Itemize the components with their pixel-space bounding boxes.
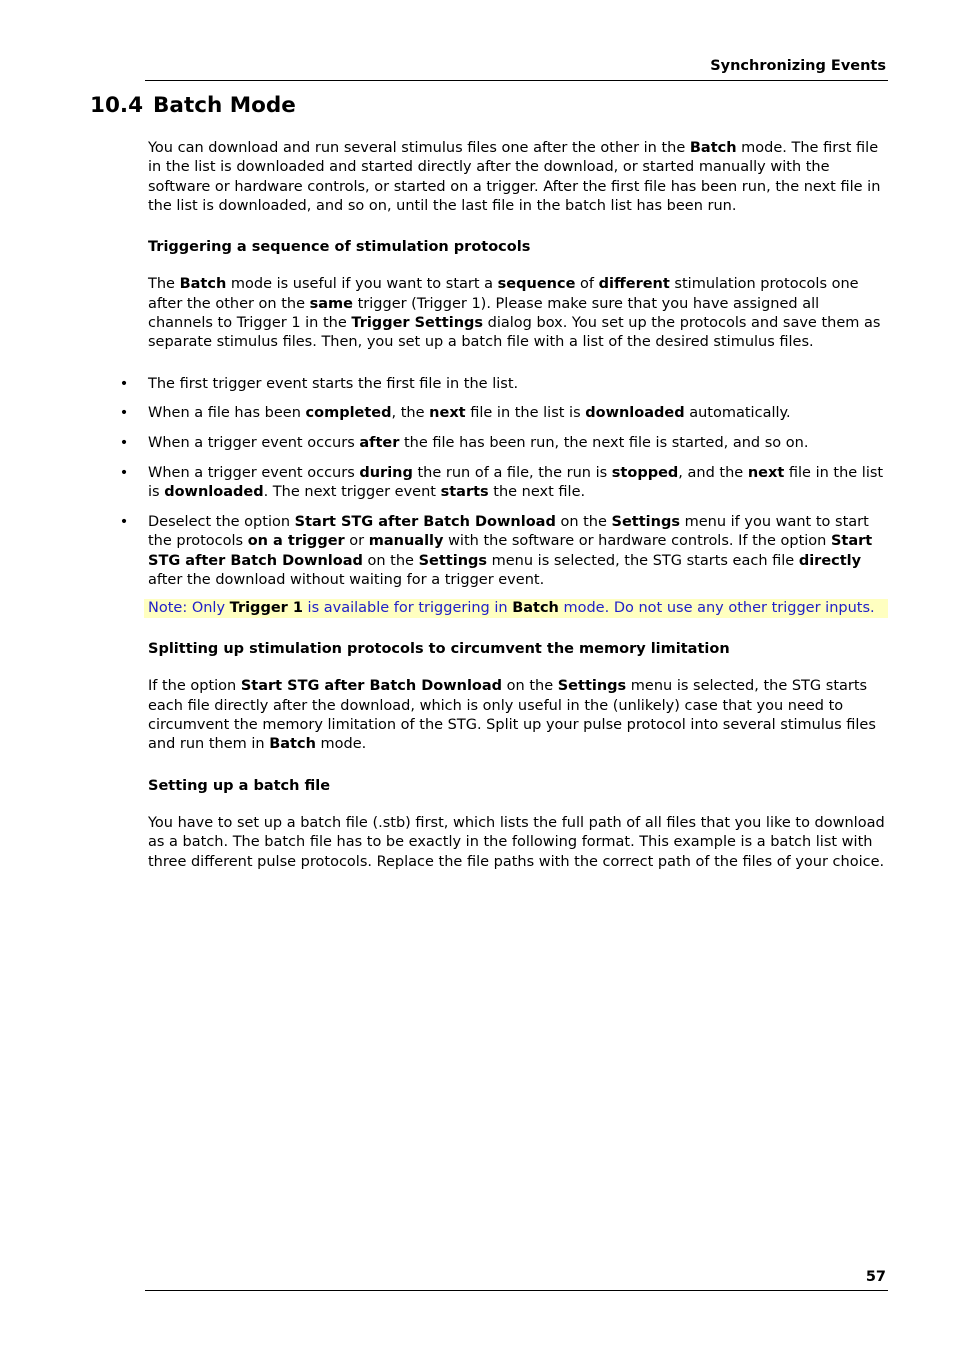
text: The first trigger event starts the first file in the list. bbox=[148, 375, 519, 392]
text: the next file. bbox=[488, 484, 586, 501]
splitting-paragraph bbox=[148, 677, 888, 754]
bold-term: Start STG after Batch Download bbox=[240, 678, 503, 695]
text: file in the list is bbox=[148, 465, 884, 501]
bold-term: different bbox=[598, 276, 670, 293]
text: Deselect the option bbox=[148, 514, 295, 531]
text: mode. bbox=[315, 736, 367, 753]
bold-term: directly bbox=[798, 552, 862, 569]
bold-term: manually bbox=[368, 533, 444, 550]
footer-divider bbox=[145, 1290, 888, 1291]
note-box bbox=[144, 599, 888, 618]
bold-term: after bbox=[359, 435, 400, 452]
text: The bbox=[148, 276, 180, 293]
bold-term: on a trigger bbox=[247, 533, 345, 550]
list-item bbox=[119, 434, 888, 453]
text: , the bbox=[391, 405, 430, 422]
triggering-paragraph bbox=[148, 275, 888, 352]
running-header: Synchronizing Events bbox=[710, 58, 886, 74]
text: or bbox=[344, 533, 369, 550]
bold-term: starts bbox=[440, 484, 489, 501]
bold-term: Batch bbox=[179, 276, 227, 293]
text: the file has been run, the next file is started, and so on. bbox=[399, 435, 809, 452]
bullet-icon: • bbox=[119, 375, 129, 392]
section-title: Batch Mode bbox=[153, 93, 296, 118]
list-item bbox=[119, 464, 888, 503]
text: after the download without waiting for a trigger event. bbox=[148, 572, 545, 589]
bullet-icon: • bbox=[119, 435, 129, 452]
text: on the bbox=[362, 552, 419, 569]
subheading-splitting: Splitting up stimulation protocols to circumvent the memory limitation bbox=[148, 641, 730, 658]
text: mode. Do not use any other trigger inputs. bbox=[558, 599, 875, 616]
bold-term: next bbox=[429, 405, 466, 422]
text: , and the bbox=[678, 465, 748, 482]
bold-term: Batch bbox=[269, 736, 316, 753]
text: menu is selected, the STG starts each file bbox=[487, 552, 799, 569]
text: When a trigger event occurs bbox=[148, 465, 360, 482]
text: on the bbox=[502, 678, 558, 695]
text: mode is useful if you want to start a bbox=[226, 276, 498, 293]
bold-term: Start STG after Batch Download bbox=[148, 533, 873, 569]
section-number: 10.4 bbox=[90, 93, 144, 118]
text: Note: Only bbox=[148, 599, 230, 616]
bold-term: Start STG after Batch Download bbox=[294, 514, 556, 531]
text: If the option bbox=[148, 678, 241, 695]
text: of bbox=[575, 276, 599, 293]
list-item bbox=[119, 404, 888, 423]
bold-term: Settings bbox=[418, 552, 488, 569]
bold-term: Trigger Settings bbox=[351, 315, 484, 332]
subheading-batch-file: Setting up a batch file bbox=[148, 777, 331, 794]
bold-term: Batch bbox=[512, 599, 559, 616]
intro-paragraph bbox=[148, 139, 888, 216]
text: menu if you want to start the protocols bbox=[148, 514, 869, 550]
bold-term: downloaded bbox=[585, 405, 685, 422]
text: trigger (Trigger 1). Please make sure that you have assigned all channels to Trigger 1 in the bbox=[148, 295, 820, 332]
bold-term: same bbox=[309, 295, 353, 312]
bold-term: sequence bbox=[497, 276, 576, 293]
header-divider bbox=[145, 80, 888, 81]
bold-term: completed bbox=[305, 405, 392, 422]
batch-file-paragraph: You have to set up a batch file (.stb) first, which lists the full path of all files that you like to download as a batch. The batch file has to be exactly in the following format. This example is a batch list with three different pulse protocols. Replace the file paths with the correct path of the files of your choice. bbox=[148, 814, 885, 870]
main-content bbox=[119, 139, 888, 894]
text: When a trigger event occurs bbox=[148, 435, 360, 452]
text: file in the list is bbox=[465, 405, 586, 422]
bold-term: downloaded bbox=[164, 484, 264, 501]
bullet-icon: • bbox=[119, 465, 129, 482]
bold-term: Settings bbox=[557, 678, 627, 695]
list-item bbox=[119, 513, 888, 590]
text: dialog box. You set up the protocols and save them as separate stimulus files. Then, you set up a batch file with a list of the desired stimulus files. bbox=[148, 315, 881, 351]
text: on the bbox=[555, 514, 612, 531]
text: menu is selected, the STG starts each file directly after the download, which is only useful in the (unlikely) case that you need to circumvent the memory limitation of the STG. Split up your pulse protocol into several stimulus files and run them in bbox=[148, 678, 876, 753]
section-heading bbox=[90, 91, 296, 121]
text: is available for triggering in bbox=[302, 599, 513, 616]
text: automatically. bbox=[684, 405, 791, 422]
bold-term: stopped bbox=[611, 465, 679, 482]
subheading-triggering: Triggering a sequence of stimulation protocols bbox=[148, 239, 531, 256]
bold-term: Trigger 1 bbox=[229, 599, 303, 616]
text: You can download and run several stimulus files one after the other in the bbox=[148, 140, 690, 156]
bullet-icon: • bbox=[119, 405, 129, 422]
text: stimulation protocols one after the other on the bbox=[148, 276, 859, 312]
bold-term: Batch bbox=[689, 140, 737, 156]
text: When a file has been bbox=[148, 405, 306, 422]
text: the run of a file, the run is bbox=[412, 465, 612, 482]
list-item bbox=[119, 375, 888, 394]
text: mode. The first file in the list is downloaded and started directly after the download, or started manually with the software or hardware controls, or started on a trigger. After the first file has been run, the next file in the list is downloaded, and so on, until the last file in the batch list has been run. bbox=[148, 140, 881, 214]
bullet-list bbox=[119, 375, 888, 591]
bold-term: during bbox=[359, 465, 413, 482]
text: . The next trigger event bbox=[263, 484, 441, 501]
bullet-icon: • bbox=[119, 514, 129, 531]
text: with the software or hardware controls. If the option bbox=[443, 533, 831, 550]
page-number: 57 bbox=[865, 1269, 886, 1285]
bold-term: next bbox=[747, 465, 785, 482]
bold-term: Settings bbox=[611, 514, 680, 531]
